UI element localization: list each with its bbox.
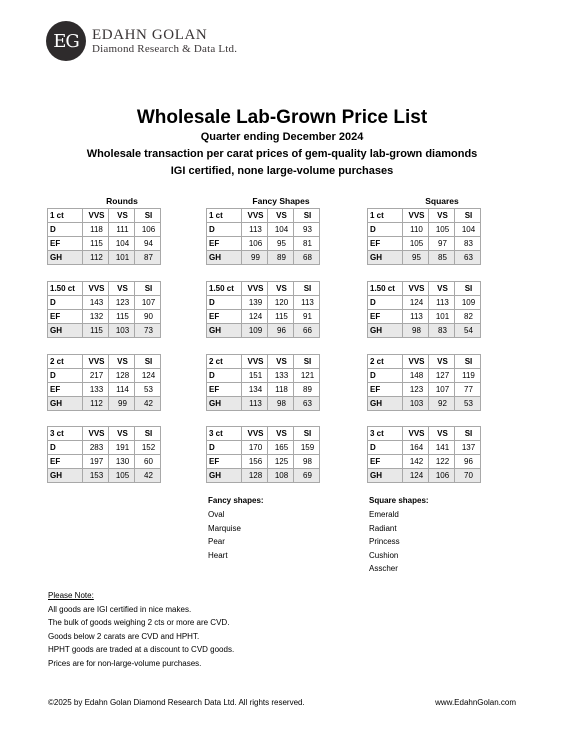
price-cell: 143: [83, 296, 109, 310]
clarity-header-cell: VVS: [83, 209, 109, 223]
price-cell: 122: [429, 455, 455, 469]
price-cell: 96: [455, 455, 481, 469]
carat-size-cell: 2 ct: [207, 355, 242, 369]
price-cell: 106: [242, 237, 268, 251]
clarity-header-cell: VVS: [83, 355, 109, 369]
clarity-header-cell: VS: [429, 355, 455, 369]
table-row: [207, 310, 320, 324]
price-cell: 106: [135, 223, 161, 237]
price-cell: 85: [429, 251, 455, 265]
color-grade-cell: EF: [368, 383, 403, 397]
price-cell: 108: [268, 469, 294, 483]
table-header-row: [207, 282, 320, 296]
color-grade-cell: D: [48, 369, 83, 383]
price-cell: 125: [268, 455, 294, 469]
price-cell: 128: [242, 469, 268, 483]
price-cell: 113: [242, 397, 268, 411]
clarity-header-cell: VS: [109, 209, 135, 223]
clarity-header-cell: VS: [429, 427, 455, 441]
table-row: [207, 469, 320, 483]
clarity-header-cell: SI: [455, 282, 481, 296]
subtitle-description: Wholesale transaction per carat prices of gem-quality lab-grown diamonds: [86, 148, 478, 160]
price-cell: 115: [83, 237, 109, 251]
price-cell: 112: [83, 397, 109, 411]
price-cell: 105: [429, 223, 455, 237]
price-table-rounds-2ct: [47, 354, 161, 411]
price-cell: 83: [429, 324, 455, 338]
price-cell: 119: [455, 369, 481, 383]
company-tagline: Diamond Research & Data Ltd.: [92, 43, 238, 56]
page-title: Wholesale Lab-Grown Price List: [136, 107, 428, 128]
price-cell: 107: [429, 383, 455, 397]
price-table-squares-3ct: [367, 426, 481, 483]
price-cell: 104: [268, 223, 294, 237]
price-cell: 63: [294, 397, 320, 411]
color-grade-cell: EF: [368, 455, 403, 469]
square-shape-item: Emerald: [369, 510, 399, 520]
price-table-squares-1-50ct: [367, 281, 481, 338]
price-cell: 111: [109, 223, 135, 237]
price-cell: 191: [109, 441, 135, 455]
price-cell: 142: [403, 455, 429, 469]
table-header-row: [207, 355, 320, 369]
color-grade-cell: D: [207, 223, 242, 237]
price-table-rounds-1-50ct: [47, 281, 161, 338]
table-row: [368, 237, 481, 251]
price-cell: 110: [403, 223, 429, 237]
table-row: [368, 310, 481, 324]
price-table-rounds-1ct: [47, 208, 161, 265]
carat-size-cell: 1.50 ct: [207, 282, 242, 296]
price-cell: 82: [455, 310, 481, 324]
color-grade-cell: GH: [48, 469, 83, 483]
note-line: Prices are for non-large-volume purchases.: [48, 658, 202, 668]
price-cell: 98: [268, 397, 294, 411]
price-cell: 69: [294, 469, 320, 483]
clarity-header-cell: VS: [429, 282, 455, 296]
table-row: [207, 369, 320, 383]
price-cell: 148: [403, 369, 429, 383]
price-cell: 89: [294, 383, 320, 397]
table-row: [207, 324, 320, 338]
table-header-row: [368, 355, 481, 369]
clarity-header-cell: SI: [455, 209, 481, 223]
table-header-row: [48, 427, 161, 441]
price-cell: 101: [109, 251, 135, 265]
table-row: [368, 469, 481, 483]
note-line: The bulk of goods weighing 2 cts or more are CVD.: [48, 618, 230, 628]
square-shapes-title: Square shapes:: [369, 496, 429, 505]
table-row: [368, 324, 481, 338]
square-shape-item: Asscher: [369, 564, 398, 574]
clarity-header-cell: VS: [268, 209, 294, 223]
price-cell: 105: [109, 469, 135, 483]
price-cell: 60: [135, 455, 161, 469]
price-cell: 132: [83, 310, 109, 324]
color-grade-cell: EF: [48, 237, 83, 251]
clarity-header-cell: VVS: [403, 355, 429, 369]
table-row: [207, 223, 320, 237]
color-grade-cell: GH: [207, 397, 242, 411]
color-grade-cell: EF: [48, 455, 83, 469]
price-cell: 77: [455, 383, 481, 397]
price-cell: 115: [268, 310, 294, 324]
table-header-row: [368, 209, 481, 223]
price-cell: 90: [135, 310, 161, 324]
table-row: [48, 469, 161, 483]
color-grade-cell: GH: [207, 469, 242, 483]
table-header-row: [368, 427, 481, 441]
fancy-shape-item: Pear: [208, 537, 225, 547]
price-cell: 92: [429, 397, 455, 411]
price-cell: 104: [455, 223, 481, 237]
price-cell: 124: [242, 310, 268, 324]
price-cell: 165: [268, 441, 294, 455]
carat-size-cell: 2 ct: [48, 355, 83, 369]
price-cell: 151: [242, 369, 268, 383]
price-cell: 83: [455, 237, 481, 251]
price-cell: 98: [403, 324, 429, 338]
price-cell: 99: [109, 397, 135, 411]
clarity-header-cell: VS: [268, 282, 294, 296]
table-row: [207, 441, 320, 455]
color-grade-cell: EF: [48, 383, 83, 397]
price-cell: 120: [268, 296, 294, 310]
price-cell: 124: [135, 369, 161, 383]
price-cell: 89: [268, 251, 294, 265]
price-cell: 70: [455, 469, 481, 483]
clarity-header-cell: VVS: [83, 282, 109, 296]
clarity-header-cell: VS: [109, 427, 135, 441]
price-cell: 112: [83, 251, 109, 265]
price-cell: 99: [242, 251, 268, 265]
price-cell: 106: [429, 469, 455, 483]
color-grade-cell: EF: [368, 310, 403, 324]
clarity-header-cell: SI: [135, 427, 161, 441]
price-table-fancy-shapes-1-50ct: [206, 281, 320, 338]
color-grade-cell: EF: [207, 237, 242, 251]
table-header-row: [48, 282, 161, 296]
color-grade-cell: EF: [368, 237, 403, 251]
carat-size-cell: 1 ct: [48, 209, 83, 223]
price-table-fancy-shapes-2ct: [206, 354, 320, 411]
table-header-row: [368, 282, 481, 296]
website-link[interactable]: www.EdahnGolan.com: [435, 698, 516, 707]
notes-title: Please Note:: [48, 591, 94, 600]
table-row: [368, 296, 481, 310]
carat-size-cell: 1 ct: [207, 209, 242, 223]
color-grade-cell: GH: [368, 469, 403, 483]
price-table-squares-2ct: [367, 354, 481, 411]
table-row: [368, 397, 481, 411]
price-cell: 141: [429, 441, 455, 455]
fancy-shapes-title: Fancy shapes:: [208, 496, 264, 505]
clarity-header-cell: SI: [455, 427, 481, 441]
color-grade-cell: D: [368, 369, 403, 383]
price-cell: 123: [403, 383, 429, 397]
color-grade-cell: D: [207, 369, 242, 383]
price-cell: 53: [455, 397, 481, 411]
price-cell: 53: [135, 383, 161, 397]
subtitle-quarter: Quarter ending December 2024: [200, 131, 364, 143]
color-grade-cell: GH: [368, 324, 403, 338]
price-cell: 133: [268, 369, 294, 383]
price-cell: 217: [83, 369, 109, 383]
price-cell: 127: [429, 369, 455, 383]
clarity-header-cell: SI: [294, 427, 320, 441]
price-cell: 98: [294, 455, 320, 469]
price-cell: 115: [83, 324, 109, 338]
clarity-header-cell: SI: [294, 282, 320, 296]
logo-text: [92, 27, 237, 56]
clarity-header-cell: VVS: [403, 282, 429, 296]
price-cell: 113: [242, 223, 268, 237]
clarity-header-cell: VVS: [83, 427, 109, 441]
color-grade-cell: D: [207, 296, 242, 310]
price-cell: 42: [135, 469, 161, 483]
table-row: [48, 237, 161, 251]
group-heading-squares: Squares: [425, 196, 459, 206]
price-cell: 115: [109, 310, 135, 324]
price-cell: 137: [455, 441, 481, 455]
square-shapes-list: [369, 494, 429, 575]
price-cell: 95: [268, 237, 294, 251]
table-row: [48, 455, 161, 469]
group-heading-rounds: Rounds: [106, 196, 138, 206]
table-row: [207, 237, 320, 251]
clarity-header-cell: VS: [268, 355, 294, 369]
price-table-rounds-3ct: [47, 426, 161, 483]
group-heading-fancy-shapes: Fancy Shapes: [252, 196, 310, 206]
square-shape-item: Radiant: [369, 523, 397, 533]
price-cell: 113: [429, 296, 455, 310]
color-grade-cell: D: [48, 441, 83, 455]
price-table-fancy-shapes-3ct: [206, 426, 320, 483]
price-cell: 170: [242, 441, 268, 455]
table-row: [48, 310, 161, 324]
price-cell: 63: [455, 251, 481, 265]
price-cell: 105: [403, 237, 429, 251]
color-grade-cell: EF: [48, 310, 83, 324]
company-logo: [46, 21, 237, 61]
price-cell: 113: [294, 296, 320, 310]
table-row: [207, 383, 320, 397]
clarity-header-cell: VVS: [403, 209, 429, 223]
price-cell: 113: [403, 310, 429, 324]
clarity-header-cell: VS: [429, 209, 455, 223]
carat-size-cell: 3 ct: [48, 427, 83, 441]
color-grade-cell: GH: [48, 397, 83, 411]
table-row: [48, 397, 161, 411]
table-row: [368, 441, 481, 455]
table-header-row: [48, 209, 161, 223]
table-row: [48, 324, 161, 338]
color-grade-cell: GH: [207, 324, 242, 338]
fancy-shape-item: Oval: [208, 510, 225, 520]
table-row: [48, 296, 161, 310]
note-line: All goods are IGI certified in nice makes.: [48, 604, 192, 614]
color-grade-cell: GH: [48, 324, 83, 338]
price-cell: 81: [294, 237, 320, 251]
price-cell: 107: [135, 296, 161, 310]
color-grade-cell: EF: [207, 310, 242, 324]
price-cell: 152: [135, 441, 161, 455]
price-cell: 153: [83, 469, 109, 483]
color-grade-cell: D: [368, 296, 403, 310]
clarity-header-cell: SI: [455, 355, 481, 369]
carat-size-cell: 1.50 ct: [368, 282, 403, 296]
table-row: [207, 251, 320, 265]
price-cell: 68: [294, 251, 320, 265]
price-cell: 283: [83, 441, 109, 455]
table-row: [368, 369, 481, 383]
subtitle-certification: IGI certified, none large-volume purchases: [170, 165, 394, 177]
carat-size-cell: 3 ct: [368, 427, 403, 441]
table-row: [368, 251, 481, 265]
clarity-header-cell: VVS: [242, 427, 268, 441]
price-cell: 91: [294, 310, 320, 324]
table-row: [48, 383, 161, 397]
price-cell: 114: [109, 383, 135, 397]
color-grade-cell: GH: [368, 397, 403, 411]
price-table-fancy-shapes-1ct: [206, 208, 320, 265]
color-grade-cell: GH: [207, 251, 242, 265]
table-row: [207, 455, 320, 469]
fancy-shapes-list: [208, 494, 264, 562]
price-cell: 121: [294, 369, 320, 383]
price-cell: 124: [403, 296, 429, 310]
price-cell: 96: [268, 324, 294, 338]
table-row: [48, 441, 161, 455]
price-cell: 123: [109, 296, 135, 310]
clarity-header-cell: VVS: [242, 209, 268, 223]
color-grade-cell: D: [368, 441, 403, 455]
price-cell: 66: [294, 324, 320, 338]
price-cell: 118: [268, 383, 294, 397]
square-shape-item: Cushion: [369, 550, 399, 560]
table-row: [207, 296, 320, 310]
table-header-row: [48, 355, 161, 369]
price-cell: 94: [135, 237, 161, 251]
price-cell: 87: [135, 251, 161, 265]
clarity-header-cell: SI: [135, 282, 161, 296]
table-row: [48, 223, 161, 237]
clarity-header-cell: SI: [294, 209, 320, 223]
clarity-header-cell: SI: [135, 209, 161, 223]
price-cell: 93: [294, 223, 320, 237]
copyright-text: ©2025 by Edahn Golan Diamond Research Data Ltd. All rights reserved.: [48, 698, 305, 707]
price-cell: 104: [109, 237, 135, 251]
clarity-header-cell: VS: [268, 427, 294, 441]
note-line: Goods below 2 carats are CVD and HPHT.: [48, 631, 200, 641]
color-grade-cell: D: [207, 441, 242, 455]
clarity-header-cell: VVS: [242, 282, 268, 296]
price-cell: 95: [403, 251, 429, 265]
price-cell: 133: [83, 383, 109, 397]
table-header-row: [207, 427, 320, 441]
price-cell: 103: [109, 324, 135, 338]
table-row: [48, 251, 161, 265]
table-row: [48, 369, 161, 383]
price-cell: 156: [242, 455, 268, 469]
price-cell: 159: [294, 441, 320, 455]
carat-size-cell: 1 ct: [368, 209, 403, 223]
color-grade-cell: D: [48, 296, 83, 310]
clarity-header-cell: SI: [135, 355, 161, 369]
carat-size-cell: 2 ct: [368, 355, 403, 369]
price-table-squares-1ct: [367, 208, 481, 265]
price-cell: 109: [455, 296, 481, 310]
table-row: [368, 383, 481, 397]
clarity-header-cell: VS: [109, 282, 135, 296]
clarity-header-cell: VS: [109, 355, 135, 369]
price-cell: 73: [135, 324, 161, 338]
color-grade-cell: GH: [48, 251, 83, 265]
fancy-shape-item: Marquise: [208, 523, 241, 533]
price-cell: 101: [429, 310, 455, 324]
color-grade-cell: D: [48, 223, 83, 237]
table-row: [368, 223, 481, 237]
carat-size-cell: 1.50 ct: [48, 282, 83, 296]
price-cell: 54: [455, 324, 481, 338]
price-cell: 130: [109, 455, 135, 469]
table-row: [368, 455, 481, 469]
price-cell: 164: [403, 441, 429, 455]
price-cell: 118: [83, 223, 109, 237]
table-row: [207, 397, 320, 411]
color-grade-cell: EF: [207, 455, 242, 469]
price-cell: 109: [242, 324, 268, 338]
carat-size-cell: 3 ct: [207, 427, 242, 441]
company-name: EDAHN GOLAN: [92, 26, 208, 43]
price-cell: 42: [135, 397, 161, 411]
note-line: HPHT goods are traded at a discount to CVD goods.: [48, 645, 235, 655]
fancy-shape-item: Heart: [208, 550, 228, 560]
clarity-header-cell: VVS: [403, 427, 429, 441]
price-cell: 124: [403, 469, 429, 483]
price-cell: 128: [109, 369, 135, 383]
logo-monogram: EG: [46, 21, 86, 61]
color-grade-cell: GH: [368, 251, 403, 265]
square-shape-item: Princess: [369, 537, 400, 547]
table-header-row: [207, 209, 320, 223]
clarity-header-cell: VVS: [242, 355, 268, 369]
price-cell: 134: [242, 383, 268, 397]
price-cell: 197: [83, 455, 109, 469]
color-grade-cell: EF: [207, 383, 242, 397]
color-grade-cell: D: [368, 223, 403, 237]
price-cell: 97: [429, 237, 455, 251]
price-cell: 139: [242, 296, 268, 310]
clarity-header-cell: SI: [294, 355, 320, 369]
price-cell: 103: [403, 397, 429, 411]
notes-section: [48, 589, 234, 671]
